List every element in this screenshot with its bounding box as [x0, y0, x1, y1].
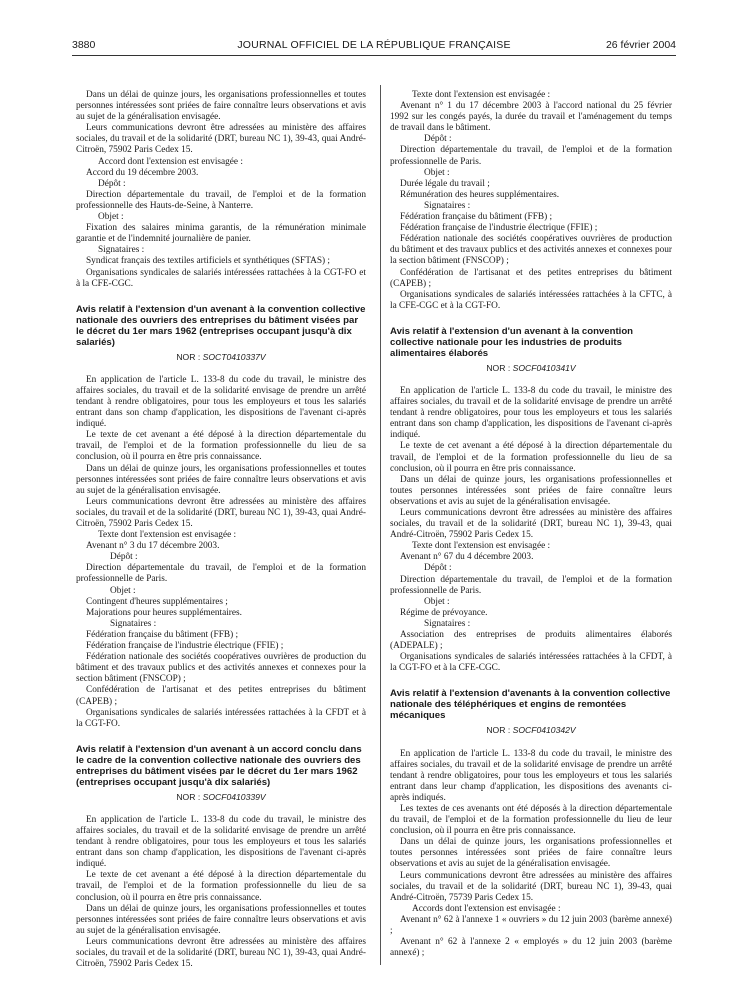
paragraph: Fédération nationale des sociétés coopératives ouvrières de production du bâtiment et des travaux publics et des activités annexes et connexes pour la section bâtiment (FNSCOP) ;	[76, 652, 366, 685]
label: Objet :	[110, 585, 136, 596]
paragraph: Régime de prévoyance.	[400, 607, 488, 618]
paragraph: Avenant n° 62 à l'annexe 1 « ouvriers » du 12 juin 2003 (barème annexé) ;	[390, 914, 672, 936]
right-column	[390, 90, 672, 959]
nor-label: NOR :	[486, 362, 511, 373]
paragraph: Avenant n° 3 du 17 décembre 2003.	[86, 541, 220, 552]
paragraph: Syndicat français des textiles artificiels et synthétiques (SFTAS) ;	[86, 256, 331, 267]
paragraph: Fédération française du bâtiment (FFB) ;	[400, 212, 553, 223]
label: Texte dont l'extension est envisagée :	[412, 90, 551, 100]
label: Dépôt :	[98, 178, 126, 189]
label: Signataires :	[424, 618, 471, 629]
paragraph: Fédération nationale des sociétés coopératives ouvrières de production du bâtiment et des travaux publics et des activités annexes et connexes pour la section bâtiment (FNSCOP) ;	[390, 234, 672, 267]
paragraph: Fédération française de l'industrie électrique (FFIE) ;	[400, 223, 598, 234]
label: Objet :	[98, 212, 124, 223]
nor-reference	[390, 725, 672, 736]
paragraph: Organisations syndicales de salariés intéressées rattachées à la CFDT, à la CGT-FO et à la CFE-CGC.	[390, 652, 672, 674]
paragraph: Dans un délai de quinze jours, les organisations professionnelles et toutes personnes intéressées sont priées de faire connaître leurs observations et avis au sujet de la généralisation envisagée.	[390, 837, 672, 870]
paragraph: Accord du 19 décembre 2003.	[86, 167, 199, 178]
header-rule	[72, 55, 676, 56]
paragraph: Direction départementale du travail, de l'emploi et de la formation professionnelle de Paris.	[76, 563, 366, 585]
journal-title: JOURNAL OFFICIEL DE LA RÉPUBLIQUE FRANÇAISE	[237, 39, 511, 51]
paragraph: Fédération française du bâtiment (FFB) ;	[86, 629, 239, 640]
label: Signataires :	[98, 245, 145, 256]
paragraph: Organisations syndicales de salariés intéressées rattachées à la CGT-FO et à la CFE-CGC.	[76, 267, 366, 289]
paragraph: Organisations syndicales de salariés intéressées rattachées à la CFTC, à la CFE-CGC et à la CGT-FO.	[390, 289, 672, 311]
label: Dépôt :	[424, 563, 452, 574]
paragraph: Fédération française de l'industrie électrique (FFIE) ;	[86, 641, 284, 652]
paragraph: Direction départementale du travail, de l'emploi et de la formation professionnelle de Paris.	[390, 145, 672, 167]
paragraph: Direction départementale du travail, de l'emploi et de la formation professionnelle de Paris.	[390, 574, 672, 596]
paragraph: Direction départementale du travail, de l'emploi et de la formation professionnelle des Hauts-de-Seine, à Nanterre.	[76, 189, 366, 211]
label: Accord dont l'extension est envisagée :	[98, 156, 243, 167]
label: Accords dont l'extension est envisagée :	[412, 903, 561, 914]
paragraph: Dans un délai de quinze jours, les organisations professionnelles et toutes personnes intéressées sont priées de faire connaître leurs observations et avis au sujet de la généralisation envisagée.	[76, 463, 366, 496]
issue-date: 26 février 2004	[605, 39, 676, 51]
paragraph: Le texte de cet avenant a été déposé à la direction départementale du travail, de l'emploi et de la formation professionnelle du lieu de sa conclusion, où il pourra en être pris connaissance.	[76, 430, 366, 463]
nor-code: SOCF0410342V	[512, 725, 576, 736]
paragraph: Dans un délai de quinze jours, les organisations professionnelles et toutes personnes intéressées sont priées de faire connaître leurs observations et avis au sujet de la généralisation envisagée.	[390, 474, 672, 507]
page-header	[72, 39, 676, 53]
nor-code: SOCF0410341V	[512, 362, 576, 373]
paragraph: En application de l'article L. 133-8 du code du travail, le ministre des affaires sociales, du travail et de la solidarité envisage de prendre un arrêté tendant à rendre obligatoires, pour tous les employeurs et tous les salariés entrant dans son champ d'application, les dispositions de l'avenant ci-après indiqué.	[390, 385, 672, 441]
paragraph: Leurs communications devront être adressées au ministère des affaires sociales, du travail et de la solidarité (DRT, bureau NC 1), 39-43, quai André-Citroën, 75902 Paris Cedex 15.	[76, 123, 366, 156]
paragraph: Dans un délai de quinze jours, les organisations professionnelles et toutes personnes intéressées sont priées de faire connaître leurs observations et avis au sujet de la généralisation envisagée.	[76, 903, 366, 936]
label: Dépôt :	[110, 552, 138, 563]
label: Objet :	[424, 596, 450, 607]
paragraph: Les textes de ces avenants ont été déposés à la direction départementale du travail, de l'emploi et de la formation professionnelle du lieu de leur conclusion, où il pourra en être pris connaissance.	[390, 803, 672, 837]
paragraph: Le texte de cet avenant a été déposé à la direction départementale du travail, de l'emploi et de la formation professionnelle du lieu de sa conclusion, où il pourra en être pris connaissance.	[390, 441, 672, 474]
paragraph: Durée légale du travail ;	[400, 178, 490, 189]
paragraph: Leurs communications devront être adressées au ministère des affaires sociales, du travail et de la solidarité (DRT, bureau NC 1), 39-43, quai André-Citroën, 75902 Paris Cedex 15.	[76, 496, 366, 529]
paragraph: Leurs communications devront être adressées au ministère des affaires sociales, du travail et de la solidarité (DRT, bureau NC 1), 39-43, quai André-Citroën, 75739 Paris Cedex 15.	[390, 870, 672, 903]
section-title: Avis relatif à l'extension d'un avenant à la convention collective nationale pour les industries de produits alimentaires élaborés	[390, 325, 634, 359]
page-number: 3880	[72, 39, 96, 51]
paragraph: Avenant n° 1 du 17 décembre 2003 à l'accord national du 25 février 1992 sur les congés payés, la durée du travail et l'aménagement du temps de travail dans le bâtiment.	[390, 101, 672, 134]
paragraph: Le texte de cet avenant a été déposé à la direction départementale du travail, de l'emploi et de la formation professionnelle du lieu de sa conclusion, où il pourra en être pris connaissance.	[76, 870, 366, 903]
nor-reference	[76, 352, 366, 363]
paragraph: Leurs communications devront être adressées au ministère des affaires sociales, du travail et de la solidarité (DRT, bureau NC 1), 39-43, quai André-Citroën, 75902 Paris Cedex 15.	[390, 508, 672, 541]
section-title: Avis relatif à l'extension d'un avenant à un accord conclu dans le cadre de la convention collective nationale des ouvriers des entreprises du bâtiment visées par le décret du 1er mars 1962 (entreprises occupant jusqu'à dix salariés)	[76, 743, 362, 788]
paragraph: Majorations pour heures supplémentaires.	[86, 607, 242, 618]
paragraph: Organisations syndicales de salariés intéressées rattachées à la CFDT et à la CGT-FO.	[76, 707, 366, 729]
label: Dépôt :	[424, 134, 452, 145]
section-title: Avis relatif à l'extension d'un avenant à la convention collective nationale des ouvriers des entreprises du bâtiment visées par le décret du 1er mars 1962 (entreprises occupant jusqu'à dix salariés)	[76, 303, 366, 348]
label: Texte dont l'extension est envisagée :	[98, 530, 237, 541]
column-divider	[380, 85, 381, 965]
nor-code: SOCT0410337V	[202, 351, 266, 362]
label: Objet :	[424, 167, 450, 178]
paragraph: Fixation des salaires minima garantis, de la rémunération minimale garantie et de l'indemnité journalière de panier.	[76, 223, 366, 245]
paragraph: Confédération de l'artisanat et des petites entreprises du bâtiment (CAPEB) ;	[390, 267, 672, 289]
nor-reference	[76, 792, 366, 803]
paragraph: Rémunération des heures supplémentaires.	[400, 189, 560, 200]
label: Texte dont l'extension est envisagée :	[412, 541, 551, 552]
nor-label: NOR :	[176, 351, 201, 362]
left-column	[76, 90, 366, 970]
paragraph: Dans un délai de quinze jours, les organisations professionnelles et toutes personnes intéressées sont priées de faire connaître leurs observations et avis au sujet de la généralisation envisagée.	[76, 90, 366, 123]
nor-label: NOR :	[486, 725, 511, 736]
paragraph: Association des entreprises de produits alimentaires élaborés (ADEPALE) ;	[390, 630, 672, 652]
paragraph: Leurs communications devront être adressées au ministère des affaires sociales, du travail et de la solidarité (DRT, bureau NC 1), 39-43, quai André-Citroën, 75902 Paris Cedex 15.	[76, 936, 366, 970]
nor-reference	[390, 363, 672, 374]
paragraph: En application de l'article L. 133-8 du code du travail, le ministre des affaires sociales, du travail et de la solidarité envisage de prendre un arrêté tendant à rendre obligatoires, pour tous les employeurs et tous les salariés entrant dans leur champ d'application, les dispositions des avenants ci-après indiqués.	[390, 748, 672, 803]
label: Signataires :	[110, 618, 157, 629]
nor-code: SOCF0410339V	[202, 791, 266, 802]
paragraph: Confédération de l'artisanat et des petites entreprises du bâtiment (CAPEB) ;	[76, 685, 366, 707]
paragraph: En application de l'article L. 133-8 du code du travail, le ministre des affaires sociales, du travail et de la solidarité envisage de prendre un arrêté tendant à rendre obligatoires, pour tous les employeurs et tous les salariés entrant dans son champ d'application, les dispositions de l'avenant ci-après indiqué.	[76, 814, 366, 870]
label: Signataires :	[424, 200, 471, 211]
paragraph: Contingent d'heures supplémentaires ;	[86, 596, 228, 607]
nor-label: NOR :	[176, 791, 201, 802]
paragraph: Avenant n° 67 du 4 décembre 2003.	[400, 552, 534, 563]
paragraph: Avenant n° 62 à l'annexe 2 « employés » du 12 juin 2003 (barème annexé) ;	[390, 937, 672, 959]
paragraph: En application de l'article L. 133-8 du code du travail, le ministre des affaires sociales, du travail et de la solidarité envisage de prendre un arrêté tendant à rendre obligatoires, pour tous les employeurs et tous les salariés entrant dans son champ d'application, les dispositions de l'avenant ci-après indiqué.	[76, 374, 366, 430]
section-title: Avis relatif à l'extension d'avenants à la convention collective nationale des téléphériques et engins de remontées mécaniques	[390, 688, 671, 722]
